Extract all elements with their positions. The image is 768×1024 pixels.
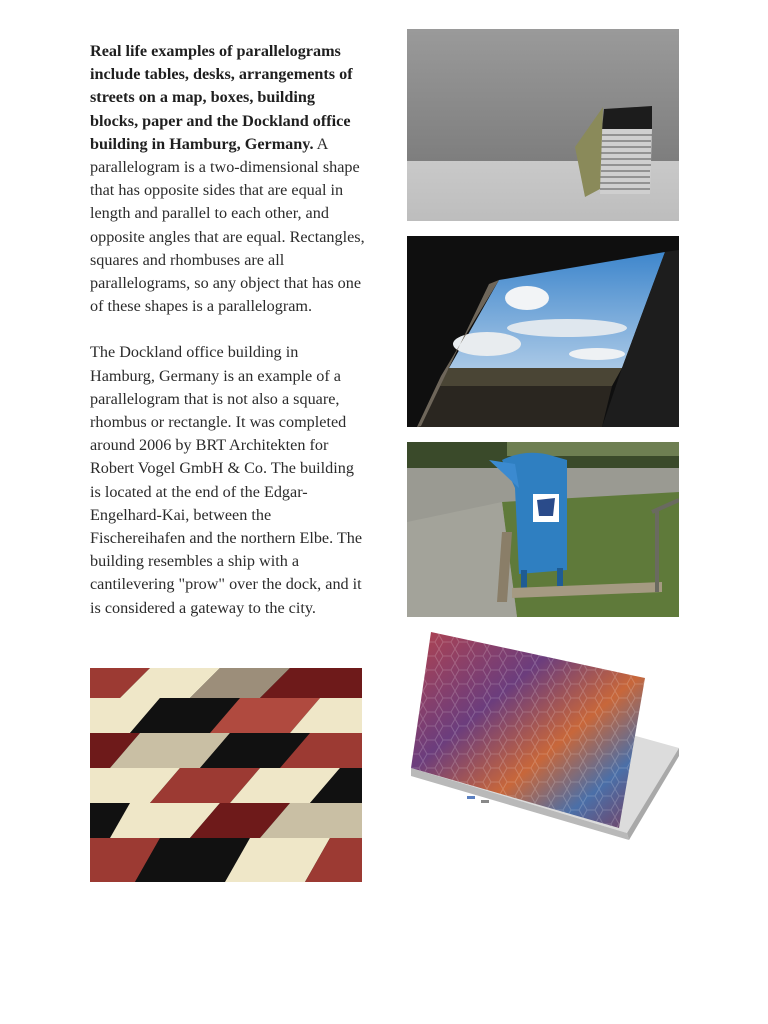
laptop-image xyxy=(407,628,679,850)
intro-rest-text: A parallelogram is a two-dimensional shape that has opposite sides that are equal in length and parallel to each other, and opposite angles that are equal. Rectangles, squares and rhombuses are all parallelograms, so any object that has one of these shapes is a parallelogram. xyxy=(90,134,365,316)
stacked-books-image xyxy=(407,29,679,221)
geometric-pattern-image xyxy=(90,668,362,882)
article-text xyxy=(90,40,365,643)
intro-bold-text: Real life examples of parallelograms include tables, desks, arrangements of streets on a map, boxes, building blocks, paper and the Dockland office building in Hamburg, Germany. xyxy=(90,42,353,153)
dockland-paragraph: The Dockland office building in Hamburg, Germany is an example of a parallelogram that is not also a square, rhombus or rectangle. It was completed around 2006 by BRT Architekten for Robert Vogel GmbH & Co. The building is located at the end of the Edgar-Engelhard-Kai, between the Fischereihafen and the northern Elbe. The building resembles a ship with a cantilevering "prow" over the dock, and it is considered a gateway to the city. xyxy=(90,343,363,617)
mailbox-image xyxy=(407,442,679,617)
intro-paragraph xyxy=(90,40,365,318)
dockland-building-image xyxy=(407,236,679,427)
